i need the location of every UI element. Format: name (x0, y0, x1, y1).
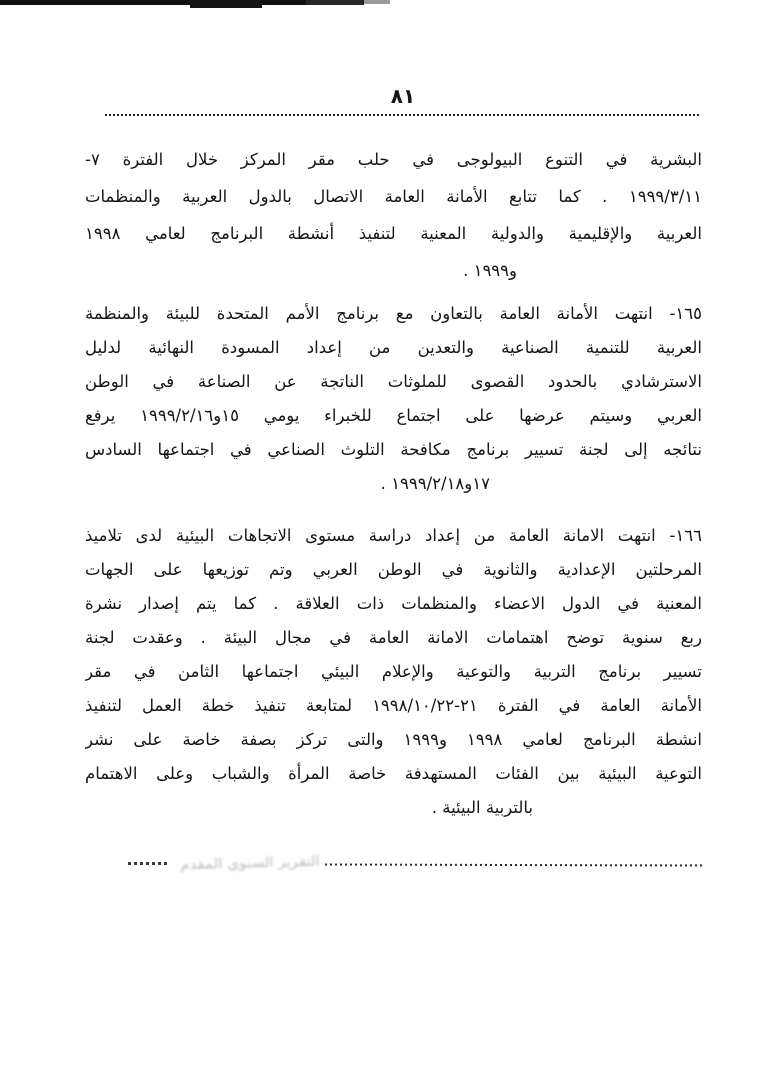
footer-dash-segment (128, 862, 170, 865)
paragraph-number: ١٦٦- (669, 526, 702, 545)
text-line (85, 297, 702, 331)
text-line: العربية والإقليمية والدولية المعنية لتنفيذ أنشطة البرنامج لعامي ١٩٩٨ (85, 224, 702, 243)
scan-artifact-bar (306, 0, 364, 5)
numbered-paragraph-166 (85, 519, 702, 825)
text-line: بالتربية البيئية . (431, 798, 533, 817)
text-line: تسيير برنامج التربية والتوعية والإعلام البيئي اجتماعها الثامن في مقر (85, 662, 702, 681)
text-line: المعنية في الدول الاعضاء والمنظمات ذات العلاقة . كما يتم إصدار نشرة (85, 594, 702, 613)
text-line: العربية للتنمية الصناعية والتعدين من إعداد المسودة النهائية لدليل (85, 338, 702, 357)
intro-paragraph (85, 141, 702, 289)
text-line: الأمانة العامة في الفترة ٢١-١٩٩٨/١٠/٢٢ لمتابعة تنفيذ خطة العمل لتنفيذ (85, 696, 702, 715)
scan-artifact-bar (364, 0, 390, 4)
text-line: التوعية البيئية بين الفئات المستهدفة خاصة المرأة والشباب وعلى الاهتمام (85, 764, 702, 783)
scan-artifact-bar (190, 0, 262, 8)
page-number: ٨١ (390, 84, 416, 108)
footer-faint-stamp-text: التقرير السنوي المقدم (180, 852, 320, 874)
text-line (85, 519, 702, 553)
paragraph-number: ١٦٥- (669, 304, 702, 323)
text-line-content: انتهت الامانة العامة من إعداد دراسة مستوى الاتجاهات البيئية لدى تلاميذ (85, 526, 656, 545)
text-line-content: انتهت الأمانة العامة بالتعاون مع برنامج الأمم المتحدة للبيئة والمنظمة (85, 304, 653, 323)
text-line: المرحلتين الإعدادية والثانوية في الوطن العربي وتم توزيعها على الجهات (85, 560, 702, 579)
text-line: ١٩٩٩/٣/١١ . كما تتابع الأمانة العامة الاتصال بالدول العربية والمنظمات (85, 187, 702, 206)
body-text-column (85, 141, 702, 825)
text-line: العربي وسيتم عرضها على اجتماع للخبراء يومي ١٥و١٩٩٩/٢/١٦ يرفع (85, 406, 702, 425)
text-line: ١٧و١٩٩٩/٢/١٨ . (380, 474, 490, 493)
text-line: ربع سنوية توضح اهتمامات الامانة العامة في مجال البيئة . وعقدت لجنة (85, 628, 702, 647)
header-dotted-rule (105, 114, 701, 116)
text-line: نتائجه إلى لجنة تسيير برنامج مكافحة التلوث الصناعي في اجتماعها السادس (85, 440, 702, 459)
footer-dotted-line (325, 864, 705, 867)
text-line: و١٩٩٩ . (463, 261, 517, 280)
numbered-paragraph-165 (85, 297, 702, 501)
text-line: انشطة البرنامج لعامي ١٩٩٨ و١٩٩٩ والتى تركز بصفة خاصة على نشر (85, 730, 702, 749)
text-line: البشرية في التنوع البيولوجى في حلب مقر المركز خلال الفترة ٧- (85, 150, 702, 169)
paragraph-gap (85, 289, 702, 297)
text-line: الاسترشادي بالحدود القصوى للملوثات الناتجة عن الصناعة في الوطن (85, 372, 702, 391)
paragraph-gap (85, 501, 702, 519)
